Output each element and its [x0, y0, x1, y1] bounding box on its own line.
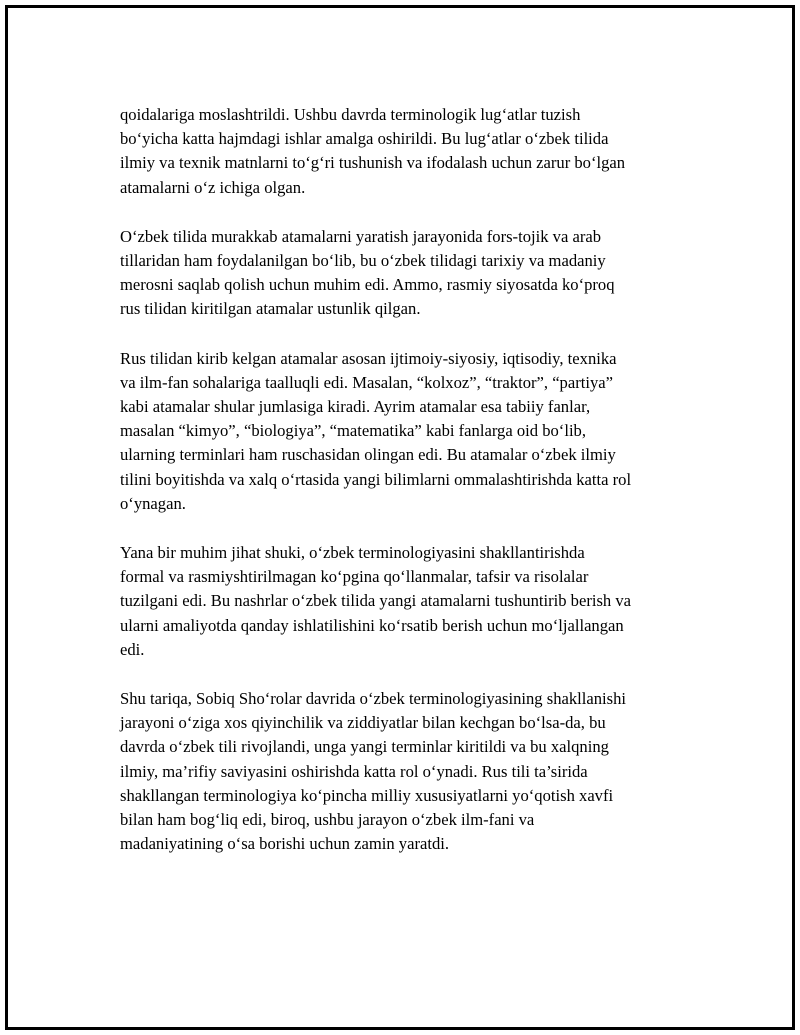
text-line: tillaridan ham foydalanilgan bo‘lib, bu o‘zbek tilidagi tarixiy va madaniy: [120, 251, 606, 271]
text-line: edi.: [120, 639, 145, 659]
paragraph-3: [120, 347, 710, 516]
text-line: kabi atamalar shular jumlasiga kiradi. Ayrim atamalar esa tabiiy fanlar,: [120, 397, 591, 417]
text-line: ilmiy, ma’rifiy saviyasini oshirishda katta rol o‘ynadi. Rus tili ta’sirida: [120, 761, 588, 781]
text-line: va ilm-fan sohalariga taalluqli edi. Masalan, “kolxoz”, “traktor”, “partiya”: [120, 372, 613, 392]
text-line: tilini boyitishda va xalq o‘rtasida yangi bilimlarni ommalashtirishda katta rol: [120, 469, 632, 489]
text-line: rus tilidan kiritilgan atamalar ustunlik qilgan.: [120, 299, 421, 319]
document-body: [120, 103, 710, 881]
text-line: formal va rasmiyshtirilmagan ko‘pgina qo‘llanmalar, tafsir va risolalar: [120, 567, 589, 587]
text-line: jarayoni o‘ziga xos qiyinchilik va ziddiyatlar bilan kechgan bo‘lsa-da, bu: [120, 713, 606, 733]
text-line: ularning terminlari ham ruschasidan olingan edi. Bu atamalar o‘zbek ilmiy: [120, 445, 616, 465]
text-line: atamalarni o‘z ichiga olgan.: [120, 177, 306, 197]
text-line: qoidalariga moslashtrildi. Ushbu davrda terminologik lug‘atlar tuzish: [120, 105, 581, 124]
text-line: O‘zbek tilida murakkab atamalarni yaratish jarayonida fors-tojik va arab: [120, 226, 602, 246]
text-line: Shu tariqa, Sobiq Sho‘rolar davrida o‘zbek terminologiyasining shakllanishi: [120, 689, 627, 709]
text-line: o‘ynagan.: [120, 493, 186, 513]
text-line: Rus tilidan kirib kelgan atamalar asosan ijtimoiy-siyosiy, iqtisodiy, texnika: [120, 348, 617, 368]
text-line: tuzilgani edi. Bu nashrlar o‘zbek tilida yangi atamalarni tushuntirib berish va: [120, 591, 632, 611]
paragraph-2: [120, 225, 710, 322]
text-line: masalan “kimyo”, “biologiya”, “matematika” kabi fanlarga oid bo‘lib,: [120, 421, 586, 441]
text-line: ilmiy va texnik matnlarni to‘g‘ri tushunish va ifodalash uchun zarur bo‘lgan: [120, 153, 626, 173]
text-line: davrda o‘zbek tili rivojlandi, unga yangi terminlar kiritildi va bu xalqning: [120, 737, 609, 757]
text-line: bo‘yicha katta hajmdagi ishlar amalga oshirildi. Bu lug‘atlar o‘zbek tilida: [120, 129, 609, 149]
text-line: shakllangan terminologiya ko‘pincha milliy xususiyatlarni yo‘qotish xavfi: [120, 785, 614, 805]
text-line: madaniyatining o‘sa borishi uchun zamin yaratdi.: [120, 834, 450, 854]
text-line: ularni amaliyotda qanday ishlatilishini ko‘rsatib berish uchun mo‘ljallangan: [120, 615, 624, 635]
text-line: merosni saqlab qolish uchun muhim edi. Ammo, rasmiy siyosatda ko‘proq: [120, 275, 615, 295]
paragraph-5: [120, 687, 710, 856]
paragraph-1: [120, 103, 710, 200]
text-line: bilan ham bog‘liq edi, biroq, ushbu jarayon o‘zbek ilm-fani va: [120, 810, 535, 830]
text-line: Yana bir muhim jihat shuki, o‘zbek terminologiyasini shakllantirishda: [120, 543, 585, 563]
paragraph-4: [120, 541, 710, 662]
page-frame: [5, 5, 795, 1030]
